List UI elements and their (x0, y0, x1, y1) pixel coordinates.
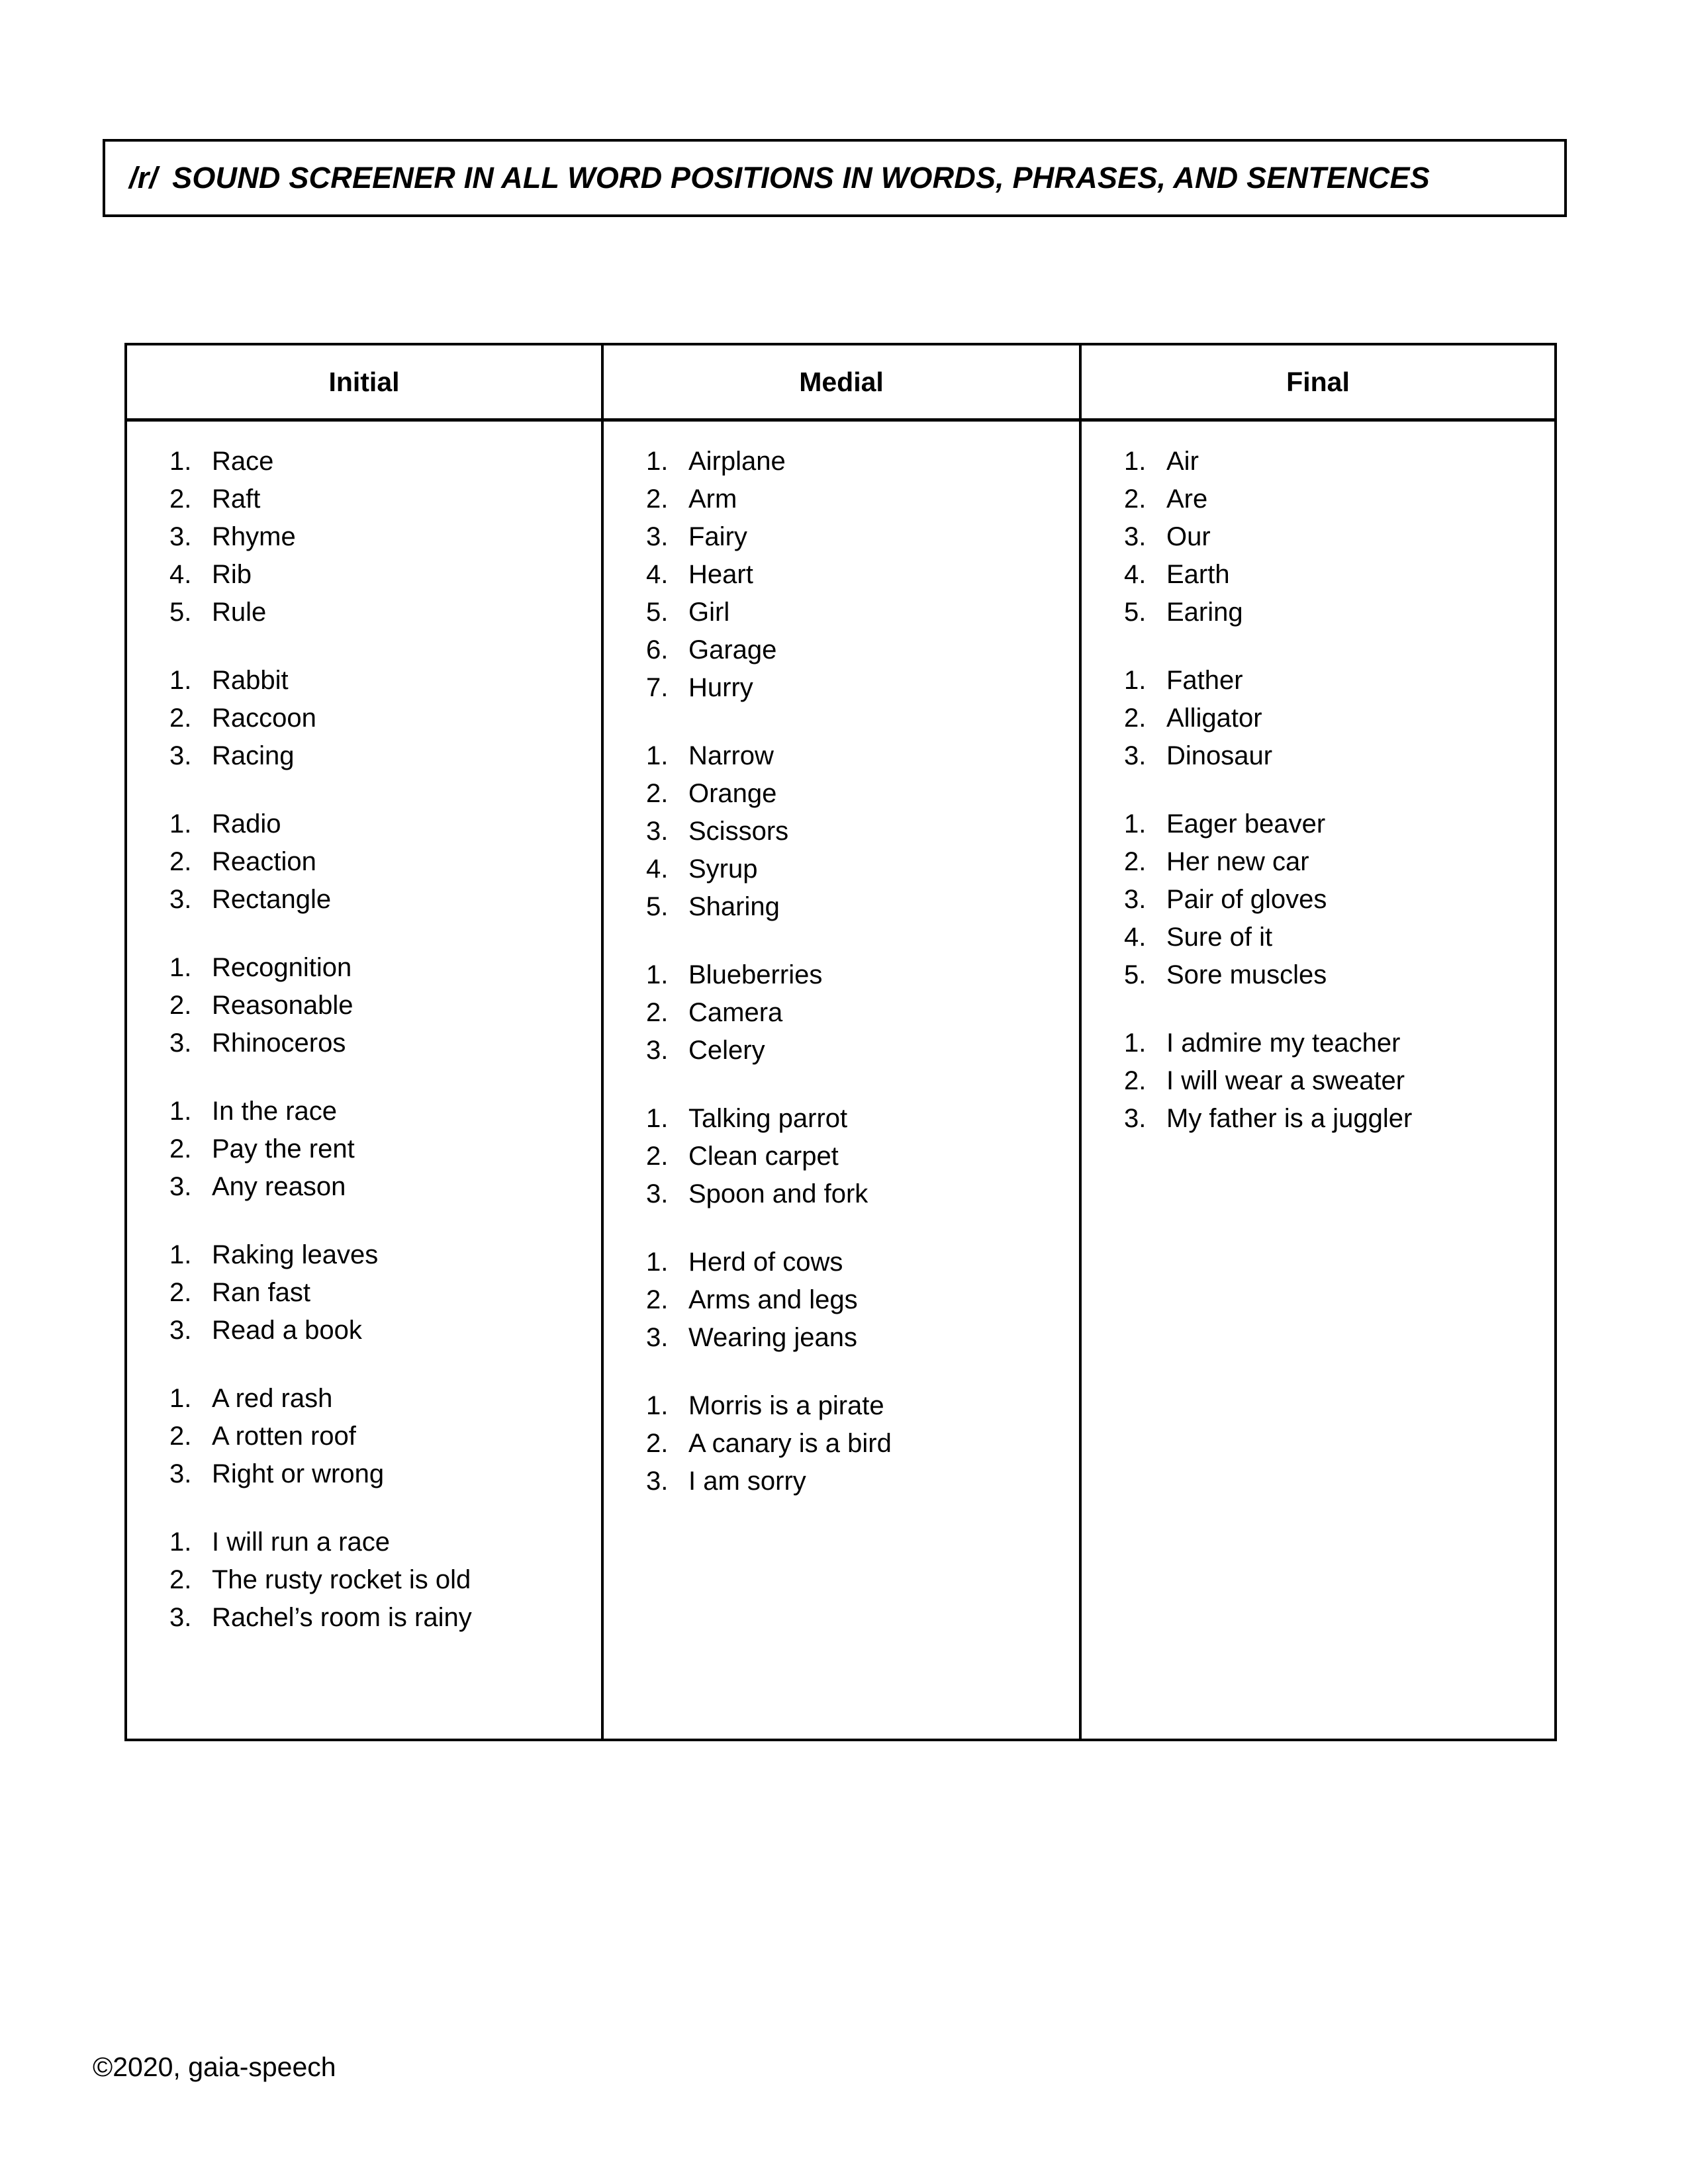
list-item-text: Recognition (212, 953, 352, 982)
list-item-text: Talking parrot (688, 1104, 848, 1133)
list-item-number: 3. (169, 885, 192, 914)
word-list-item (127, 1093, 601, 1130)
list-item-number: 1. (169, 953, 192, 982)
list-item-number: 2. (646, 484, 669, 514)
word-group (604, 956, 1079, 1069)
list-item-number: 4. (1124, 560, 1147, 589)
word-list-item (127, 1274, 601, 1312)
list-item-number: 2. (169, 1565, 192, 1594)
list-item-text: I will run a race (212, 1527, 390, 1557)
list-item-number: 4. (1124, 923, 1147, 952)
word-list-item (1082, 518, 1554, 556)
list-item-text: Morris is a pirate (688, 1391, 884, 1420)
word-group (127, 662, 601, 775)
word-list-item (127, 881, 601, 919)
list-item-text: Pay the rent (212, 1134, 355, 1163)
list-item-text: Dinosaur (1166, 741, 1273, 770)
list-item-text: Any reason (212, 1172, 346, 1201)
word-group (604, 1100, 1079, 1213)
list-item-number: 3. (646, 1179, 669, 1208)
list-item-text: Raft (212, 484, 261, 514)
word-list-item (1082, 662, 1554, 700)
list-item-text: Are (1166, 484, 1208, 514)
list-item-number: 2. (169, 991, 192, 1020)
list-item-number: 3. (1124, 1104, 1147, 1133)
word-list-item (127, 1524, 601, 1561)
word-list-item (604, 888, 1079, 926)
list-item-number: 3. (169, 1172, 192, 1201)
list-item-number: 2. (1124, 484, 1147, 514)
word-list-item (604, 518, 1079, 556)
list-item-number: 3. (169, 522, 192, 551)
list-item-number: 4. (169, 560, 192, 589)
list-item-text: The rusty rocket is old (212, 1565, 471, 1594)
list-item-number: 1. (169, 1240, 192, 1269)
list-item-text: Orange (688, 779, 777, 808)
list-item-number: 1. (169, 1527, 192, 1557)
word-list-initial (127, 422, 601, 1655)
list-item-number: 2. (169, 704, 192, 733)
table-header-row (127, 345, 1554, 422)
list-item-number: 2. (646, 1142, 669, 1171)
list-item-text: Wearing jeans (688, 1323, 857, 1352)
word-list-item (1082, 480, 1554, 518)
list-item-text: A canary is a bird (688, 1429, 892, 1458)
word-group (1082, 805, 1554, 994)
list-item-text: In the race (212, 1097, 338, 1126)
column-header-medial-label: Medial (799, 366, 884, 397)
word-group (127, 1524, 601, 1637)
word-list-item (604, 1100, 1079, 1138)
word-list-item (1082, 805, 1554, 843)
word-list-final (1082, 422, 1554, 1156)
list-item-text: Narrow (688, 741, 774, 770)
word-list-item (127, 700, 601, 737)
list-item-number: 2. (646, 1285, 669, 1314)
list-item-text: Ran fast (212, 1278, 310, 1307)
column-header-initial (127, 345, 604, 418)
list-item-number: 3. (646, 1467, 669, 1496)
list-item-number: 2. (646, 1429, 669, 1458)
list-item-number: 2. (169, 847, 192, 876)
list-item-number: 3. (646, 817, 669, 846)
list-item-number: 3. (169, 1028, 192, 1058)
list-item-number: 4. (646, 560, 669, 589)
word-list-item (604, 594, 1079, 631)
list-item-text: Rabbit (212, 666, 289, 695)
word-list-item (127, 1599, 601, 1637)
list-item-text: Earing (1166, 598, 1243, 627)
list-item-text: Rib (212, 560, 252, 589)
list-item-text: A rotten roof (212, 1422, 356, 1451)
list-item-text: Blueberries (688, 960, 823, 989)
word-list-item (604, 956, 1079, 994)
word-list-item (127, 443, 601, 480)
document-title-box (103, 139, 1567, 217)
list-item-text: Syrup (688, 854, 758, 884)
word-list-item (127, 1312, 601, 1349)
word-list-item (604, 1319, 1079, 1357)
list-item-number: 2. (169, 1278, 192, 1307)
list-item-number: 1. (646, 960, 669, 989)
list-item-text: Arm (688, 484, 737, 514)
list-item-text: Heart (688, 560, 753, 589)
word-list-item (604, 443, 1079, 480)
list-item-text: Raking leaves (212, 1240, 379, 1269)
list-item-text: Our (1166, 522, 1211, 551)
word-list-medial (604, 422, 1079, 1519)
list-item-text: I am sorry (688, 1467, 806, 1496)
word-list-item (1082, 700, 1554, 737)
column-body-final (1082, 422, 1554, 1739)
word-group (604, 443, 1079, 707)
word-list-item (127, 1418, 601, 1455)
list-item-number: 5. (1124, 960, 1147, 989)
table-body-row (127, 422, 1554, 1739)
list-item-number: 7. (646, 673, 669, 702)
list-item-number: 3. (169, 1316, 192, 1345)
list-item-number: 1. (646, 741, 669, 770)
list-item-text: Right or wrong (212, 1459, 385, 1488)
word-list-item (604, 669, 1079, 707)
list-item-number: 1. (169, 1097, 192, 1126)
list-item-number: 2. (1124, 704, 1147, 733)
list-item-text: Girl (688, 598, 730, 627)
list-item-number: 3. (646, 522, 669, 551)
word-list-item (127, 1561, 601, 1599)
word-list-item (1082, 919, 1554, 956)
list-item-text: Rectangle (212, 885, 332, 914)
word-list-item (604, 1425, 1079, 1463)
word-group (127, 1236, 601, 1349)
list-item-text: Herd of cows (688, 1248, 843, 1277)
list-item-text: Arms and legs (688, 1285, 858, 1314)
word-list-item (604, 631, 1079, 669)
word-list-item (604, 813, 1079, 850)
list-item-number: 1. (646, 447, 669, 476)
word-list-item (127, 843, 601, 881)
word-list-item (604, 556, 1079, 594)
list-item-number: 3. (646, 1323, 669, 1352)
word-group (1082, 662, 1554, 775)
list-item-number: 1. (169, 666, 192, 695)
word-group (127, 805, 601, 919)
list-item-text: Sore muscles (1166, 960, 1327, 989)
list-item-text: A red rash (212, 1384, 333, 1413)
list-item-number: 2. (169, 484, 192, 514)
word-list-item (127, 1024, 601, 1062)
word-list-item (604, 850, 1079, 888)
list-item-text: Reasonable (212, 991, 353, 1020)
word-list-item (1082, 881, 1554, 919)
list-item-text: Rhinoceros (212, 1028, 346, 1058)
list-item-text: Celery (688, 1036, 765, 1065)
list-item-number: 1. (169, 809, 192, 839)
list-item-number: 3. (169, 741, 192, 770)
list-item-number: 3. (646, 1036, 669, 1065)
word-list-item (127, 1168, 601, 1206)
list-item-number: 1. (1124, 447, 1147, 476)
word-list-item (127, 556, 601, 594)
word-list-item (604, 1387, 1079, 1425)
list-item-number: 2. (1124, 847, 1147, 876)
list-item-number: 2. (169, 1422, 192, 1451)
word-list-item (1082, 443, 1554, 480)
word-group (604, 1387, 1079, 1500)
word-list-item (1082, 594, 1554, 631)
list-item-number: 5. (646, 892, 669, 921)
list-item-number: 3. (1124, 741, 1147, 770)
page-title-text: SOUND SCREENER IN ALL WORD POSITIONS IN WORDS, PHRASES, AND SENTENCES (172, 161, 1430, 195)
word-group (127, 1093, 601, 1206)
list-item-text: Rachel’s room is rainy (212, 1603, 472, 1632)
word-list-item (127, 949, 601, 987)
column-header-medial (604, 345, 1082, 418)
list-item-text: Radio (212, 809, 281, 839)
list-item-text: Fairy (688, 522, 747, 551)
column-body-initial (127, 422, 604, 1739)
word-list-item (604, 1281, 1079, 1319)
word-list-item (604, 994, 1079, 1032)
word-list-item (1082, 1100, 1554, 1138)
list-item-number: 3. (1124, 885, 1147, 914)
word-list-item (604, 1138, 1079, 1175)
list-item-number: 1. (1124, 809, 1147, 839)
list-item-number: 1. (169, 447, 192, 476)
column-header-final (1082, 345, 1554, 418)
list-item-number: 2. (1124, 1066, 1147, 1095)
word-list-item (604, 737, 1079, 775)
list-item-text: Reaction (212, 847, 316, 876)
list-item-text: Race (212, 447, 274, 476)
list-item-number: 2. (646, 998, 669, 1027)
list-item-number: 3. (1124, 522, 1147, 551)
word-list-item (127, 662, 601, 700)
copyright-footer: ©2020, gaia-speech (93, 2052, 336, 2082)
list-item-text: Earth (1166, 560, 1230, 589)
list-item-text: Raccoon (212, 704, 316, 733)
word-list-item (127, 1236, 601, 1274)
list-item-number: 1. (646, 1248, 669, 1277)
word-list-item (604, 1175, 1079, 1213)
list-item-text: Spoon and fork (688, 1179, 868, 1208)
list-item-text: Air (1166, 447, 1199, 476)
word-list-item (1082, 556, 1554, 594)
word-list-item (127, 1455, 601, 1493)
list-item-text: Eager beaver (1166, 809, 1326, 839)
list-item-text: Father (1166, 666, 1243, 695)
list-item-number: 3. (169, 1603, 192, 1632)
word-group (604, 1244, 1079, 1357)
word-list-item (127, 805, 601, 843)
list-item-number: 1. (1124, 1028, 1147, 1058)
word-list-item (1082, 1062, 1554, 1100)
word-list-item (127, 594, 601, 631)
word-group (127, 1380, 601, 1493)
screener-table (124, 343, 1557, 1741)
list-item-text: I will wear a sweater (1166, 1066, 1405, 1095)
list-item-text: Her new car (1166, 847, 1309, 876)
word-list-item (127, 987, 601, 1024)
word-group (127, 443, 601, 631)
list-item-text: I admire my teacher (1166, 1028, 1401, 1058)
list-item-text: Camera (688, 998, 783, 1027)
list-item-number: 2. (646, 779, 669, 808)
list-item-text: Airplane (688, 447, 786, 476)
list-item-number: 1. (1124, 666, 1147, 695)
list-item-text: Sure of it (1166, 923, 1273, 952)
list-item-text: Rule (212, 598, 267, 627)
word-list-item (1082, 956, 1554, 994)
word-list-item (127, 480, 601, 518)
list-item-text: Rhyme (212, 522, 296, 551)
word-list-item (604, 1244, 1079, 1281)
list-item-number: 5. (1124, 598, 1147, 627)
list-item-number: 1. (646, 1104, 669, 1133)
list-item-number: 2. (169, 1134, 192, 1163)
word-group (1082, 443, 1554, 631)
phoneme-label: /r/ (129, 161, 158, 195)
column-header-initial-label: Initial (328, 366, 400, 397)
list-item-text: Read a book (212, 1316, 362, 1345)
word-list-item (127, 1380, 601, 1418)
word-group (1082, 1024, 1554, 1138)
column-body-medial (604, 422, 1082, 1739)
list-item-text: Sharing (688, 892, 780, 921)
list-item-text: Alligator (1166, 704, 1262, 733)
word-list-item (604, 480, 1079, 518)
word-list-item (127, 1130, 601, 1168)
list-item-text: Hurry (688, 673, 753, 702)
list-item-number: 6. (646, 635, 669, 664)
word-list-item (127, 737, 601, 775)
word-list-item (1082, 737, 1554, 775)
list-item-text: Garage (688, 635, 777, 664)
list-item-number: 4. (646, 854, 669, 884)
word-list-item (604, 1463, 1079, 1500)
list-item-text: Scissors (688, 817, 789, 846)
word-list-item (604, 775, 1079, 813)
list-item-number: 5. (646, 598, 669, 627)
page-title (105, 161, 1430, 195)
list-item-number: 1. (646, 1391, 669, 1420)
list-item-text: Racing (212, 741, 295, 770)
list-item-number: 1. (169, 1384, 192, 1413)
list-item-number: 5. (169, 598, 192, 627)
word-list-item (1082, 1024, 1554, 1062)
list-item-text: Clean carpet (688, 1142, 839, 1171)
word-list-item (1082, 843, 1554, 881)
word-list-item (127, 518, 601, 556)
list-item-number: 3. (169, 1459, 192, 1488)
list-item-text: My father is a juggler (1166, 1104, 1413, 1133)
column-header-final-label: Final (1286, 366, 1350, 397)
word-group (604, 737, 1079, 926)
word-group (127, 949, 601, 1062)
list-item-text: Pair of gloves (1166, 885, 1327, 914)
word-list-item (604, 1032, 1079, 1069)
